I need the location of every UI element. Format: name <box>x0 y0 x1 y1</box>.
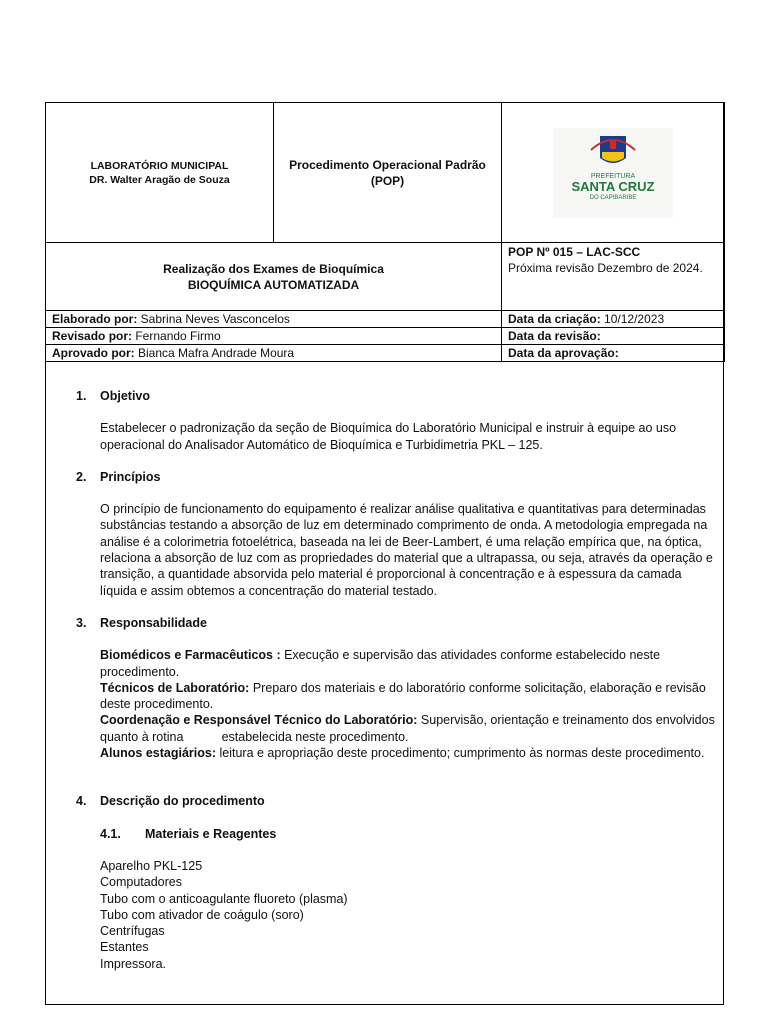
list-item: Estantes <box>100 940 149 955</box>
pop-info-cell <box>502 243 725 311</box>
section-objetivo-heading <box>76 388 721 404</box>
elaborado-cell <box>46 311 502 328</box>
logo-cell <box>502 103 725 243</box>
list-item: Tubo com o anticoagulante fluoreto (plasma) <box>100 891 348 906</box>
next-revision: Próxima revisão Dezembro de 2024. <box>508 261 703 275</box>
responsibility-label: Biomédicos e Farmacêuticos : <box>100 648 281 663</box>
subsection-number: 4.1. <box>100 826 121 841</box>
responsibility-estagiarios <box>100 745 721 761</box>
responsibility-text: leitura e apropriação deste procedimento; cumprimento às normas deste procedimento. <box>216 746 705 761</box>
aprovado-value: Bianca Mafra Andrade Moura <box>134 346 295 360</box>
responsibility-coordenacao <box>100 712 721 745</box>
shield-icon <box>553 128 673 218</box>
revisado-value: Fernando Firmo <box>132 329 221 343</box>
objetivo-text: Estabelecer o padronização da seção de Bioquímica do Laboratório Municipal e instruir à equipe ao uso operacional do Analisador Automático de Bioquímica e Turbidimetria PKL – 125. <box>100 421 677 452</box>
principios-text: O princípio de funcionamento do equipamento é realizar análise qualitativa e quantitativas para determinadas substâncias testando a absorção de luz em determinado comprimento de onda. A metodologia empregada na análise é a colorimetria fotoelétrica, baseada na lei de Beer-Lambert, é uma relação empírica que, na óptica, relaciona a absorção de luz com as propriedades do material que a ultrapassa, ou seja, através da operação e transição, a quantidade absorvida pelo material é proporcional à concentração e à espessura da camada líquida e assim obtemos a concentração do material testado. <box>100 502 713 598</box>
elaborado-label: Elaborado por: <box>52 312 138 326</box>
header-table <box>45 102 725 362</box>
doc-title-line2: BIOQUÍMICA AUTOMATIZADA <box>187 277 360 292</box>
responsibility-label: Coordenação e Responsável Técnico do Laboratório: <box>100 713 418 728</box>
aprovacao-label: Data da aprovação: <box>508 346 619 360</box>
elaborado-value: Sabrina Neves Vasconcelos <box>137 312 290 326</box>
section-descricao-heading <box>76 793 721 809</box>
document-body <box>76 388 721 972</box>
subsection-title: Materiais e Reagentes <box>145 826 277 841</box>
criacao-value: 10/12/2023 <box>600 312 665 326</box>
santa-cruz-logo <box>508 104 718 242</box>
pop-number: POP Nº 015 – LAC-SCC <box>508 245 641 259</box>
criacao-cell <box>502 311 725 328</box>
subsection-materiais-heading <box>100 826 721 842</box>
responsibility-biomedicos <box>100 647 721 680</box>
section-number: 1. <box>76 389 87 403</box>
doc-type-cell <box>274 103 502 243</box>
responsibility-text: Execução e supervisão das atividades conforme estabelecido neste procedimento. <box>100 648 661 679</box>
lab-name-line1: LABORATÓRIO MUNICIPAL <box>90 159 229 172</box>
section-title: Objetivo <box>100 389 151 403</box>
revisado-label: Revisado por: <box>52 329 133 343</box>
revisado-cell <box>46 328 502 345</box>
responsibility-label: Técnicos de Laboratório: <box>100 680 250 695</box>
lab-name-cell <box>46 103 274 243</box>
responsibility-text: Supervisão, orientação e treinamento dos envolvidos quanto à rotina estabelecida neste procedimento. <box>100 713 719 744</box>
section-number: 2. <box>76 469 87 484</box>
section-title: Descrição do procedimento <box>100 794 265 809</box>
revisao-cell <box>502 328 725 345</box>
doc-title-cell <box>46 243 502 311</box>
list-item: Centrífugas <box>100 924 165 939</box>
responsibility-text: Preparo dos materiais e do laboratório conforme solicitação, elaboração e revisão deste procedimento. <box>100 680 706 712</box>
section-responsabilidade-heading <box>76 615 721 631</box>
criacao-label: Data da criação: <box>508 312 601 326</box>
list-item: Impressora. <box>100 956 166 971</box>
aprovacao-cell <box>502 345 725 362</box>
list-item: Aparelho PKL-125 <box>100 858 203 873</box>
doc-type-line1: Procedimento Operacional Padrão <box>289 157 486 172</box>
responsibility-tecnicos <box>100 680 721 713</box>
section-number: 3. <box>76 615 87 630</box>
section-title: Princípios <box>100 469 161 484</box>
list-item: Computadores <box>100 875 182 890</box>
section-principios-heading <box>76 469 721 485</box>
section-number: 4. <box>76 794 87 809</box>
section-title: Responsabilidade <box>100 615 207 630</box>
logo-prefeitura: PREFEITURA <box>590 172 636 180</box>
logo-main-text: SANTA CRUZ <box>571 178 655 194</box>
logo-sub-text: DO CAPIBARIBE <box>589 194 637 201</box>
aprovado-label: Aprovado por: <box>52 346 135 360</box>
doc-type-line2: (POP) <box>370 173 405 188</box>
responsibility-label: Alunos estagiários: <box>100 746 216 761</box>
materials-list <box>100 858 721 972</box>
aprovado-cell <box>46 345 502 362</box>
lab-name-line2: DR. Walter Aragão de Souza <box>89 173 230 186</box>
doc-title-line1: Realização dos Exames de Bioquímica <box>163 261 384 276</box>
list-item: Tubo com ativador de coágulo (soro) <box>100 907 304 922</box>
revisao-label: Data da revisão: <box>508 329 601 343</box>
